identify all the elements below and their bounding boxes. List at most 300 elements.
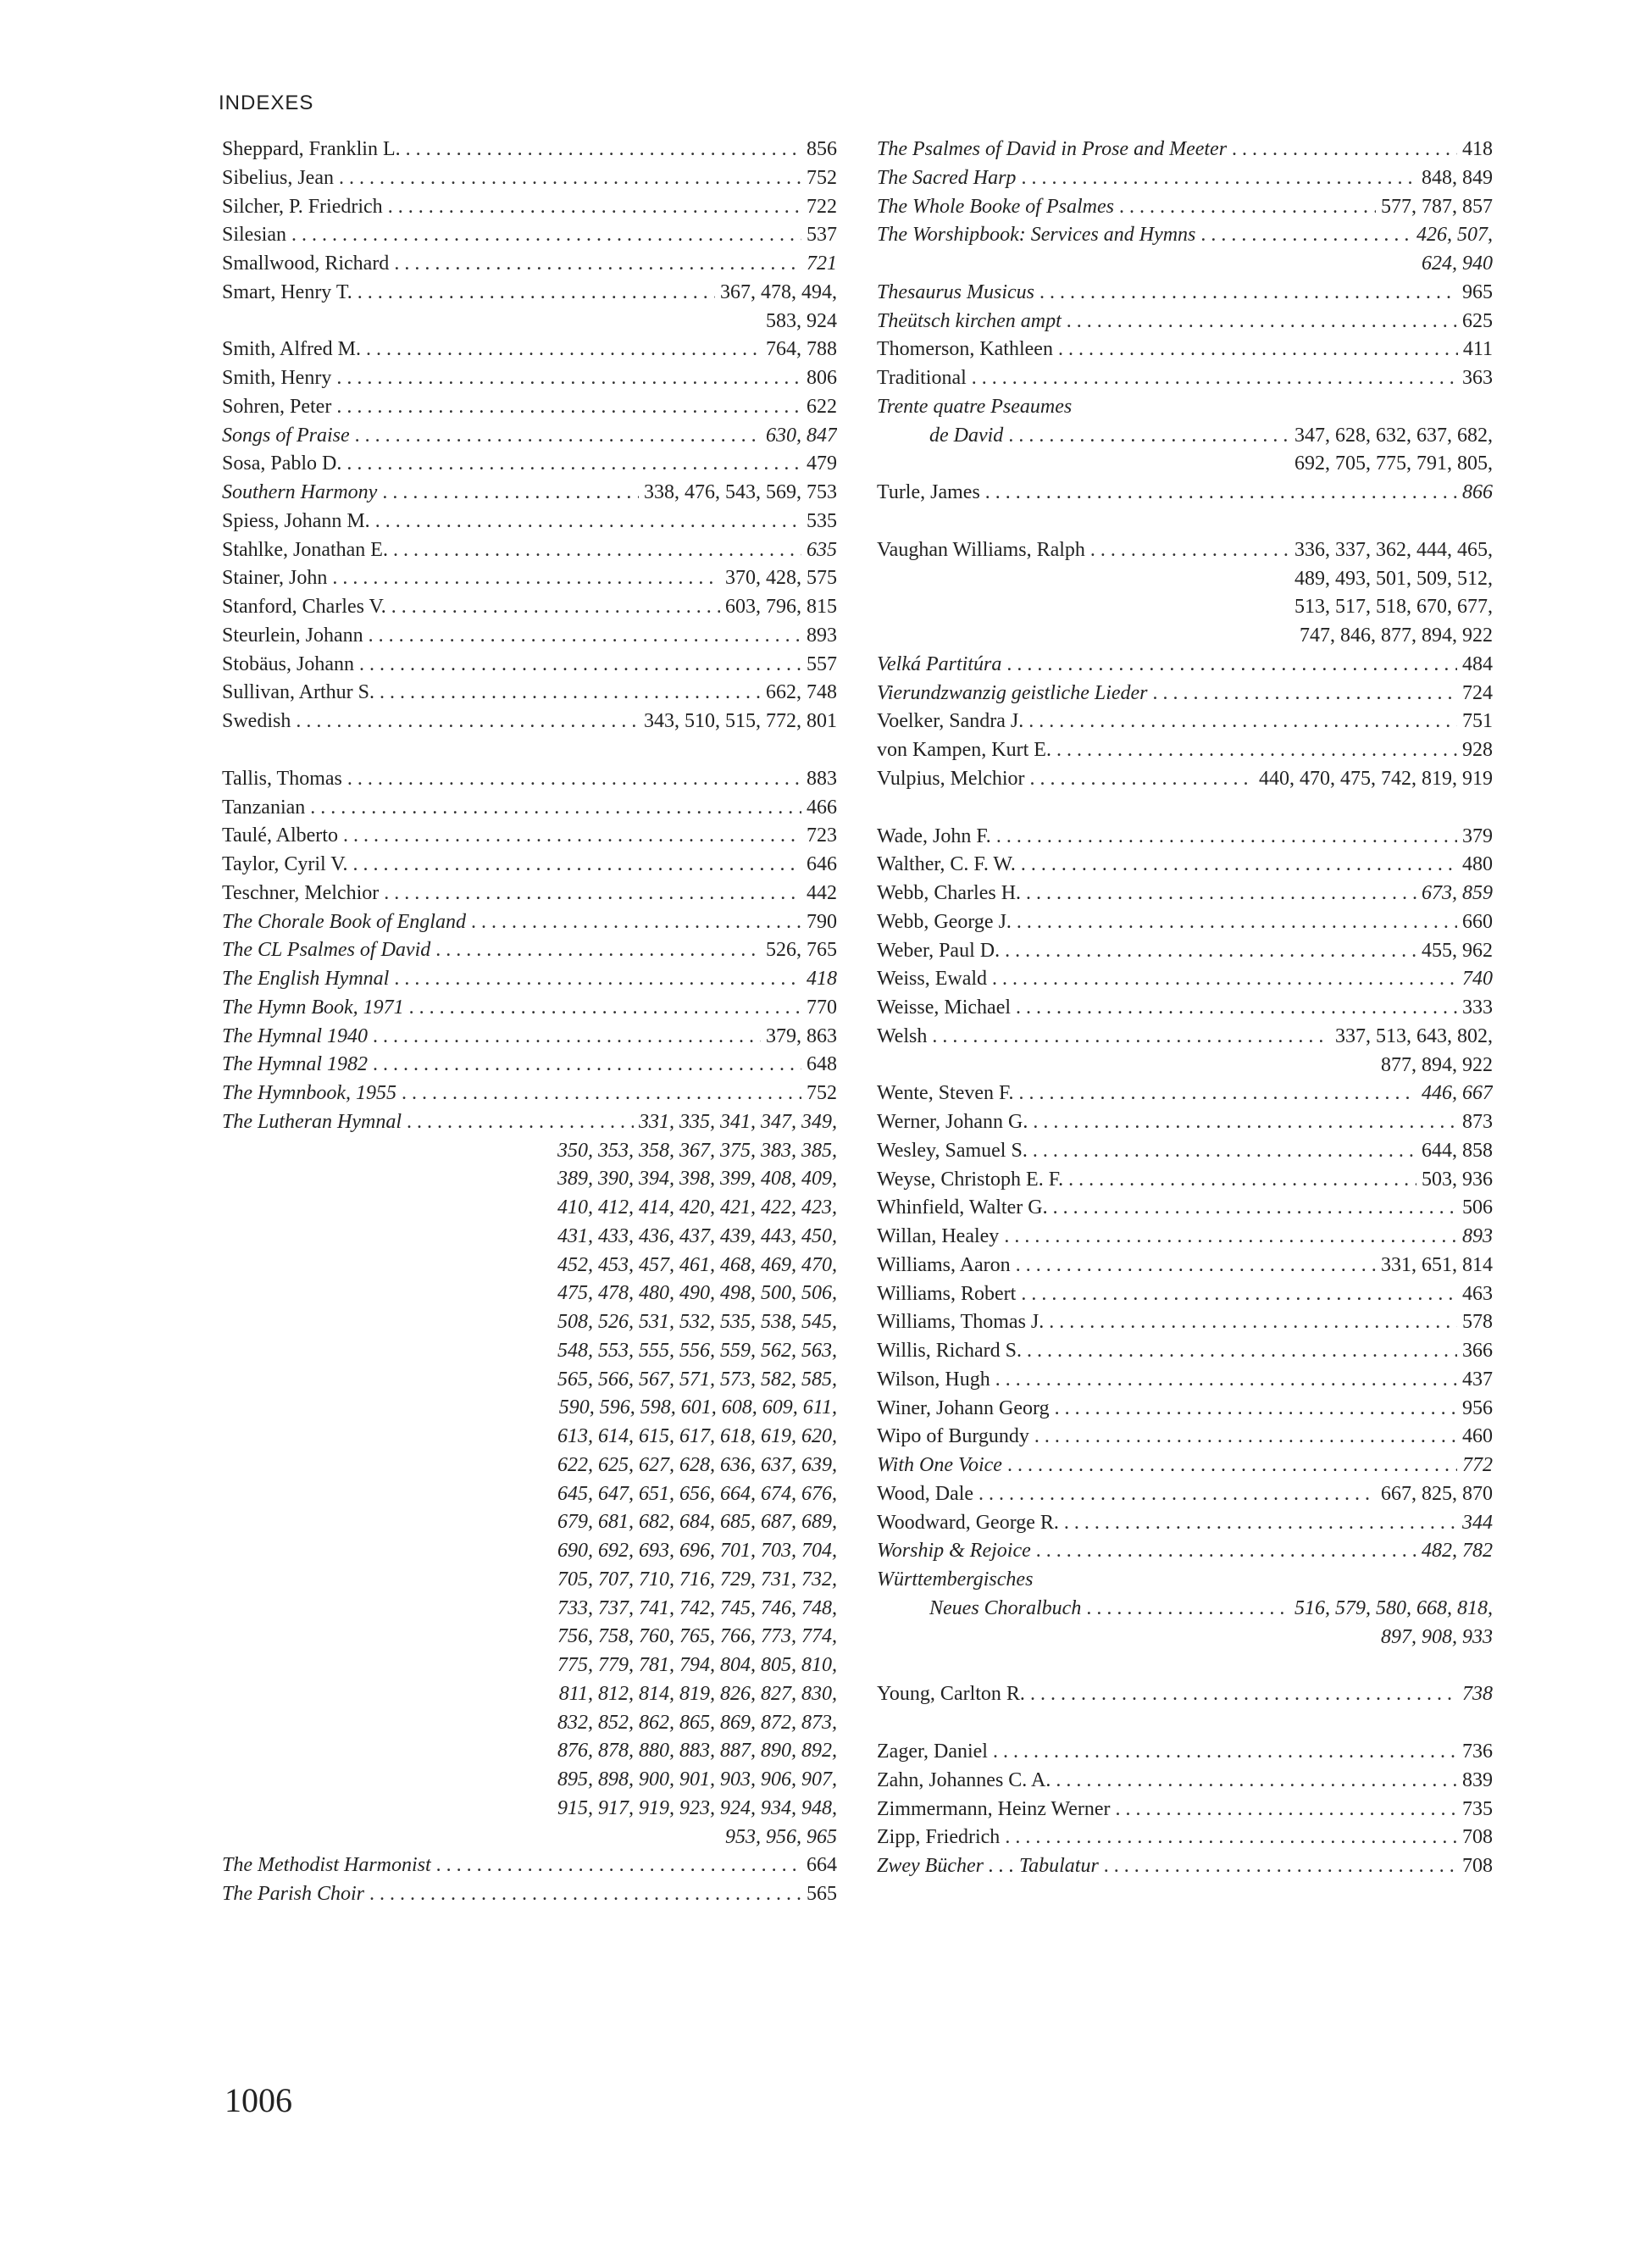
dot-leader	[380, 679, 761, 708]
entry-line	[222, 593, 837, 622]
index-entry	[877, 1509, 1493, 1538]
dot-leader	[339, 164, 801, 193]
entry-line	[877, 880, 1493, 908]
dot-leader	[375, 508, 801, 536]
entry-name: Taulé, Alberto	[222, 824, 338, 847]
dot-leader	[1004, 1223, 1457, 1252]
index-entry	[877, 1423, 1493, 1452]
dot-leader	[1016, 994, 1457, 1023]
dot-leader	[978, 1480, 1376, 1509]
entry-pages-continuation: 624, 940	[1422, 253, 1493, 275]
index-entry	[222, 336, 837, 364]
entry-pages: 764, 788	[766, 338, 837, 361]
entry-pages: 644, 858	[1422, 1139, 1493, 1162]
entry-pages: 965	[1462, 280, 1493, 303]
index-entry	[877, 1137, 1493, 1166]
dot-leader	[310, 794, 801, 823]
entry-line	[222, 450, 837, 479]
entry-pages: 480	[1462, 853, 1493, 876]
entry-line	[877, 279, 1493, 308]
entry-line	[222, 994, 837, 1023]
entry-name: Zager, Daniel	[877, 1740, 988, 1763]
entry-pages: 440, 470, 475, 742, 819, 919	[1259, 767, 1493, 790]
entry-pages: 752	[807, 166, 837, 189]
dot-leader	[436, 1852, 801, 1880]
entry-name: Sibelius, Jean	[222, 166, 334, 189]
entry-line	[222, 1023, 837, 1052]
entry-pages: 338, 476, 543, 569, 753	[644, 481, 837, 503]
entry-line	[877, 1852, 1493, 1881]
letter-group-gap	[877, 1652, 1493, 1680]
entry-line	[877, 1223, 1493, 1252]
index-entry	[877, 1337, 1493, 1366]
entry-pages: 379	[1462, 824, 1493, 847]
entry-pages-continuation: 431, 433, 436, 437, 439, 443, 450,	[557, 1224, 837, 1247]
entry-name: Trente quatre Pseaumes	[877, 395, 1073, 418]
index-entry	[877, 136, 1493, 164]
entry-pages: 337, 513, 643, 802,	[1335, 1024, 1493, 1047]
index-entry	[877, 1480, 1493, 1509]
entry-pages: 331, 651, 814	[1381, 1253, 1493, 1276]
entry-line	[877, 765, 1493, 794]
entry-pages: 526, 765	[766, 939, 837, 962]
entry-line	[222, 1080, 837, 1108]
entry-pages: 772	[1462, 1454, 1493, 1476]
dot-leader	[1034, 1423, 1457, 1452]
entry-line	[877, 1738, 1493, 1767]
index-entry	[222, 508, 837, 536]
entry-name: Sullivan, Arthur S.	[222, 681, 375, 704]
entry-pages: 482, 782	[1422, 1540, 1493, 1563]
entry-pages: 738	[1462, 1683, 1493, 1706]
entry-line	[222, 221, 837, 250]
entry-name: Silesian	[222, 224, 286, 247]
dot-leader	[1067, 308, 1457, 336]
entry-pages-continuation: 747, 846, 877, 894, 922	[1300, 625, 1493, 647]
entry-line	[877, 364, 1493, 393]
entry-line	[877, 536, 1493, 565]
dot-leader	[1005, 937, 1416, 966]
entry-pages-continuation: 915, 917, 919, 923, 924, 934, 948,	[557, 1796, 837, 1819]
dot-leader	[393, 536, 801, 565]
dot-leader	[1200, 221, 1411, 250]
entry-name: Welsh	[877, 1024, 928, 1047]
entry-line	[222, 364, 837, 393]
entry-name: Songs of Praise	[222, 424, 350, 447]
dot-leader	[1033, 1108, 1457, 1137]
index-entry	[877, 193, 1493, 222]
entry-line	[877, 1023, 1493, 1052]
dot-leader	[1018, 1080, 1416, 1108]
index-entry	[222, 651, 837, 680]
entry-line	[877, 1395, 1493, 1424]
entry-pages-continuation: 953, 956, 965	[725, 1825, 837, 1848]
entry-pages-continuation: 452, 453, 457, 461, 468, 469, 470,	[557, 1253, 837, 1276]
dot-leader	[972, 364, 1457, 393]
entry-name: The Hymnbook, 1955	[222, 1082, 396, 1104]
index-entry	[222, 564, 837, 593]
entry-name: Tanzanian	[222, 796, 306, 819]
dot-leader	[346, 450, 801, 479]
entry-pages-continuation: 705, 707, 710, 716, 729, 731, 732,	[557, 1568, 837, 1591]
entry-line	[877, 1166, 1493, 1195]
entry-name: Thomerson, Kathleen	[877, 338, 1053, 361]
entry-pages: 893	[1462, 1225, 1493, 1247]
index-entry	[222, 1852, 837, 1880]
entry-line	[877, 479, 1493, 508]
entry-pages-continuation: 690, 692, 693, 696, 701, 703, 704,	[557, 1540, 837, 1562]
entry-pages-continuation: 811, 812, 814, 819, 826, 827, 830,	[558, 1682, 837, 1705]
entry-line	[222, 1880, 837, 1909]
index-entry	[877, 1023, 1493, 1080]
index-entry	[877, 536, 1493, 651]
entry-line	[877, 1252, 1493, 1280]
index-entry	[877, 1796, 1493, 1824]
entry-pages: 664	[807, 1854, 837, 1877]
dot-leader	[1036, 1537, 1416, 1566]
entry-name: Young, Carlton R.	[877, 1683, 1025, 1706]
entry-pages: 667, 825, 870	[1381, 1482, 1493, 1505]
entry-pages-continuation: 410, 412, 414, 420, 421, 422, 423,	[557, 1196, 837, 1219]
entry-name: von Kampen, Kurt E.	[877, 739, 1051, 761]
index-entry	[877, 708, 1493, 736]
index-entry	[222, 880, 837, 908]
entry-name: Walther, C. F. W.	[877, 853, 1016, 876]
entry-pages-continuation: 489, 493, 501, 509, 512,	[1294, 567, 1493, 590]
entry-name: Weyse, Christoph E. F.	[877, 1168, 1064, 1191]
entry-pages-continuation: 350, 353, 358, 367, 375, 383, 385,	[557, 1139, 837, 1162]
entry-pages: 603, 796, 815	[725, 596, 837, 618]
entry-pages: 866	[1462, 481, 1493, 503]
entry-pages: 333	[1462, 997, 1493, 1019]
entry-line	[877, 937, 1493, 966]
entry-pages: 411	[1462, 338, 1493, 361]
dot-leader	[1021, 851, 1457, 880]
index-entry	[222, 593, 837, 622]
entry-pages: 848, 849	[1422, 166, 1493, 189]
dot-leader	[1056, 1767, 1457, 1796]
index-entry	[877, 1680, 1493, 1709]
entry-line	[222, 936, 837, 965]
entry-pages: 484	[1462, 652, 1493, 675]
entry-name: Werner, Johann G.	[877, 1111, 1028, 1133]
index-entry	[877, 680, 1493, 708]
entry-name: The Sacred Harp	[877, 166, 1017, 189]
entry-pages: 418	[807, 968, 837, 990]
index-entry	[877, 1738, 1493, 1767]
index-entry	[877, 336, 1493, 364]
entry-pages: 723	[807, 824, 837, 847]
entry-name: Silcher, P. Friedrich	[222, 195, 383, 218]
entry-pages: 660	[1462, 910, 1493, 933]
entry-name: Vaughan Williams, Ralph	[877, 538, 1085, 561]
index-entry	[877, 1566, 1493, 1595]
dot-leader	[1055, 1395, 1457, 1424]
entry-pages: 646	[807, 853, 837, 875]
dot-leader	[358, 279, 715, 308]
index-entry	[877, 1252, 1493, 1280]
entry-name: The Chorale Book of England	[222, 910, 466, 933]
entry-name: Zwey Bücher . . . Tabulatur	[877, 1855, 1099, 1877]
entry-line	[877, 1337, 1493, 1366]
entry-pages: 455, 962	[1422, 939, 1493, 962]
entry-name: Southern Harmony	[222, 481, 378, 503]
entry-line	[222, 851, 837, 880]
index-entry	[877, 1395, 1493, 1424]
entry-name: Velká Partitúra	[877, 652, 1002, 675]
dot-leader	[1232, 136, 1457, 164]
dot-leader	[1021, 1280, 1457, 1309]
dot-leader	[394, 965, 801, 994]
entry-line	[877, 336, 1493, 364]
entry-pages: 367, 478, 494,	[720, 280, 837, 303]
entry-pages: 577, 787, 857	[1381, 195, 1493, 218]
entry-name: Zipp, Friedrich	[877, 1826, 1001, 1849]
entry-pages: 343, 510, 515, 772, 801	[644, 710, 837, 732]
index-entry	[222, 1880, 837, 1909]
entry-pages: 442	[807, 881, 837, 904]
index-entry	[877, 1366, 1493, 1395]
entry-name: Tallis, Thomas	[222, 767, 342, 790]
entry-line	[877, 1423, 1493, 1452]
index-entry	[877, 651, 1493, 680]
dot-leader	[993, 1738, 1457, 1767]
entry-name: The Psalmes of David in Prose and Meeter	[877, 138, 1228, 160]
index-entry	[222, 622, 837, 651]
entry-pages-continuation: 877, 894, 922	[1381, 1053, 1493, 1076]
entry-name: Wesley, Samuel S.	[877, 1139, 1028, 1162]
entry-name: Spiess, Johann M.	[222, 509, 370, 532]
entry-pages-continuation: 475, 478, 480, 490, 498, 500, 506,	[557, 1282, 837, 1305]
dot-leader	[373, 1023, 761, 1052]
index-entry	[222, 250, 837, 279]
entry-line	[877, 1767, 1493, 1796]
dot-leader	[366, 336, 761, 364]
index-column-right	[877, 136, 1493, 1881]
index-entry	[222, 422, 837, 451]
entry-pages: 635	[807, 538, 837, 561]
entry-line	[877, 1137, 1493, 1166]
letter-group-gap	[877, 508, 1493, 536]
entry-name: The Methodist Harmonist	[222, 1854, 431, 1877]
entry-name: Sohren, Peter	[222, 395, 332, 418]
dot-leader	[1153, 680, 1457, 708]
dot-leader	[1017, 908, 1457, 937]
entry-line	[877, 965, 1493, 994]
letter-group-gap	[222, 736, 837, 765]
index-entry	[222, 1023, 837, 1052]
index-entry	[877, 1308, 1493, 1337]
letter-group-gap	[877, 1709, 1493, 1738]
entry-line	[222, 279, 837, 308]
entry-name: Teschner, Melchior	[222, 881, 380, 904]
entry-line	[222, 708, 837, 736]
entry-line	[877, 908, 1493, 937]
entry-line	[877, 422, 1493, 451]
entry-line	[222, 622, 837, 651]
entry-name: Traditional	[877, 367, 967, 389]
entry-name: Woodward, George R.	[877, 1511, 1059, 1534]
entry-line	[877, 308, 1493, 336]
index-entry	[877, 221, 1493, 279]
entry-pages: 806	[807, 367, 837, 389]
entry-line	[877, 736, 1493, 765]
index-entry	[222, 136, 837, 164]
dot-leader	[1033, 1137, 1416, 1166]
index-entry	[877, 422, 1493, 480]
index-entry	[222, 679, 837, 708]
entry-pages: 883	[807, 767, 837, 790]
entry-line	[222, 822, 837, 851]
entry-pages: 418	[1462, 138, 1493, 160]
entry-pages: 370, 428, 575	[725, 567, 837, 590]
dot-leader	[435, 936, 761, 965]
entry-pages: 460	[1462, 1425, 1493, 1448]
entry-line	[877, 1108, 1493, 1137]
entry-line	[877, 164, 1493, 193]
entry-name: Winer, Johann Georg	[877, 1396, 1050, 1419]
entry-pages-continuation: 895, 898, 900, 901, 903, 906, 907,	[557, 1768, 837, 1790]
dot-leader	[1119, 193, 1376, 222]
dot-leader	[1007, 1452, 1457, 1480]
dot-leader	[1028, 708, 1457, 736]
index-entry	[877, 1537, 1493, 1566]
index-entry	[222, 851, 837, 880]
page-number: 1006	[225, 2081, 292, 2119]
index-entry	[877, 364, 1493, 393]
dot-leader	[1030, 765, 1254, 794]
index-entry	[877, 823, 1493, 852]
entry-line	[222, 164, 837, 193]
running-header: INDEXES	[219, 92, 314, 114]
entry-name: Turle, James	[877, 481, 980, 503]
entry-name: Weisse, Michael	[877, 997, 1012, 1019]
entry-pages: 344	[1462, 1511, 1493, 1534]
entry-name: Sosa, Pablo D.	[222, 452, 342, 475]
entry-pages: 856	[807, 138, 837, 160]
entry-line	[877, 680, 1493, 708]
entry-line	[877, 1308, 1493, 1337]
index-entry	[877, 736, 1493, 765]
entry-line	[877, 651, 1493, 680]
entry-line	[222, 1051, 837, 1080]
index-column-left	[222, 136, 837, 1909]
entry-name: The Hymn Book, 1971	[222, 996, 404, 1019]
entry-pages: 708	[1462, 1826, 1493, 1849]
entry-pages: 735	[1462, 1797, 1493, 1820]
entry-line	[222, 422, 837, 451]
dot-leader	[1008, 422, 1289, 451]
entry-line	[222, 908, 837, 937]
entry-name: Vierundzwanzig geistliche Lieder	[877, 681, 1148, 704]
dot-leader	[932, 1023, 1330, 1052]
entry-line	[877, 1509, 1493, 1538]
dot-leader	[384, 880, 801, 908]
entry-pages-continuation: 692, 705, 775, 791, 805,	[1294, 452, 1493, 475]
dot-leader	[388, 193, 801, 222]
entry-pages: 506	[1462, 1196, 1493, 1219]
index-entry	[877, 994, 1493, 1023]
dot-leader	[1064, 1509, 1457, 1538]
entry-name: The Worshipbook: Services and Hymns	[877, 224, 1196, 247]
entry-line	[877, 1080, 1493, 1108]
entry-line	[877, 1796, 1493, 1824]
dot-leader	[402, 1080, 801, 1108]
index-entry	[877, 479, 1493, 508]
dot-leader	[1104, 1852, 1457, 1881]
entry-pages: 956	[1462, 1396, 1493, 1419]
entry-pages-continuation: 622, 625, 627, 628, 636, 637, 639,	[557, 1453, 837, 1476]
dot-leader	[1116, 1796, 1457, 1824]
entry-name: Württembergisches	[877, 1568, 1034, 1591]
entry-name: Williams, Thomas J.	[877, 1311, 1045, 1334]
entry-name: Wipo of Burgundy	[877, 1425, 1029, 1448]
index-entry	[222, 536, 837, 565]
entry-pages: 721	[807, 253, 837, 275]
entry-pages: 736	[1462, 1740, 1493, 1763]
index-entry	[222, 479, 837, 508]
dot-leader	[369, 622, 801, 651]
dot-leader	[1026, 880, 1416, 908]
dot-leader	[355, 422, 761, 451]
entry-pages-continuation: 876, 878, 880, 883, 887, 890, 892,	[557, 1740, 837, 1763]
dot-leader	[391, 593, 720, 622]
entry-line	[877, 1452, 1493, 1480]
dot-leader	[996, 823, 1457, 852]
entry-line	[222, 250, 837, 279]
entry-name: Steurlein, Johann	[222, 624, 363, 647]
entry-name: Worship & Rejoice	[877, 1540, 1031, 1563]
entry-line	[877, 823, 1493, 852]
entry-line	[222, 336, 837, 364]
entry-pages: 363	[1462, 367, 1493, 389]
index-entry	[877, 164, 1493, 193]
dot-leader	[995, 1366, 1457, 1395]
index-entry	[877, 393, 1493, 422]
index-entry	[877, 937, 1493, 966]
entry-pages: 379, 863	[766, 1024, 837, 1047]
entry-name: Thesaurus Musicus	[877, 280, 1035, 303]
entry-name: The Lutheran Hymnal	[222, 1110, 402, 1133]
dot-leader	[1021, 164, 1416, 193]
entry-line	[222, 193, 837, 222]
entry-pages-continuation: 590, 596, 598, 601, 608, 609, 611,	[558, 1396, 837, 1419]
dot-leader	[1006, 651, 1457, 680]
entry-pages: 366	[1462, 1340, 1493, 1362]
dot-leader	[291, 221, 801, 250]
entry-line	[222, 508, 837, 536]
entry-name: The Hymnal 1940	[222, 1024, 368, 1047]
entry-pages-continuation: 756, 758, 760, 765, 766, 773, 774,	[557, 1625, 837, 1648]
dot-leader	[347, 765, 801, 794]
entry-name: Williams, Robert	[877, 1282, 1017, 1305]
entry-line	[877, 193, 1493, 222]
dot-leader	[336, 364, 801, 393]
entry-line	[222, 1852, 837, 1880]
dot-leader	[1058, 336, 1458, 364]
entry-pages-continuation: 548, 553, 555, 556, 559, 562, 563,	[557, 1339, 837, 1362]
entry-pages: 331, 335, 341, 347, 349,	[639, 1110, 837, 1133]
entry-name: Wood, Dale	[877, 1482, 974, 1505]
entry-name: The Whole Booke of Psalmes	[877, 195, 1114, 218]
entry-pages: 708	[1462, 1855, 1493, 1877]
entry-name: Whinfield, Walter G.	[877, 1196, 1048, 1219]
entry-line	[877, 1537, 1493, 1566]
entry-pages-continuation: 679, 681, 682, 684, 685, 687, 689,	[557, 1511, 837, 1534]
dot-leader	[985, 479, 1457, 508]
index-entry	[877, 765, 1493, 794]
entry-pages: 752	[807, 1082, 837, 1104]
